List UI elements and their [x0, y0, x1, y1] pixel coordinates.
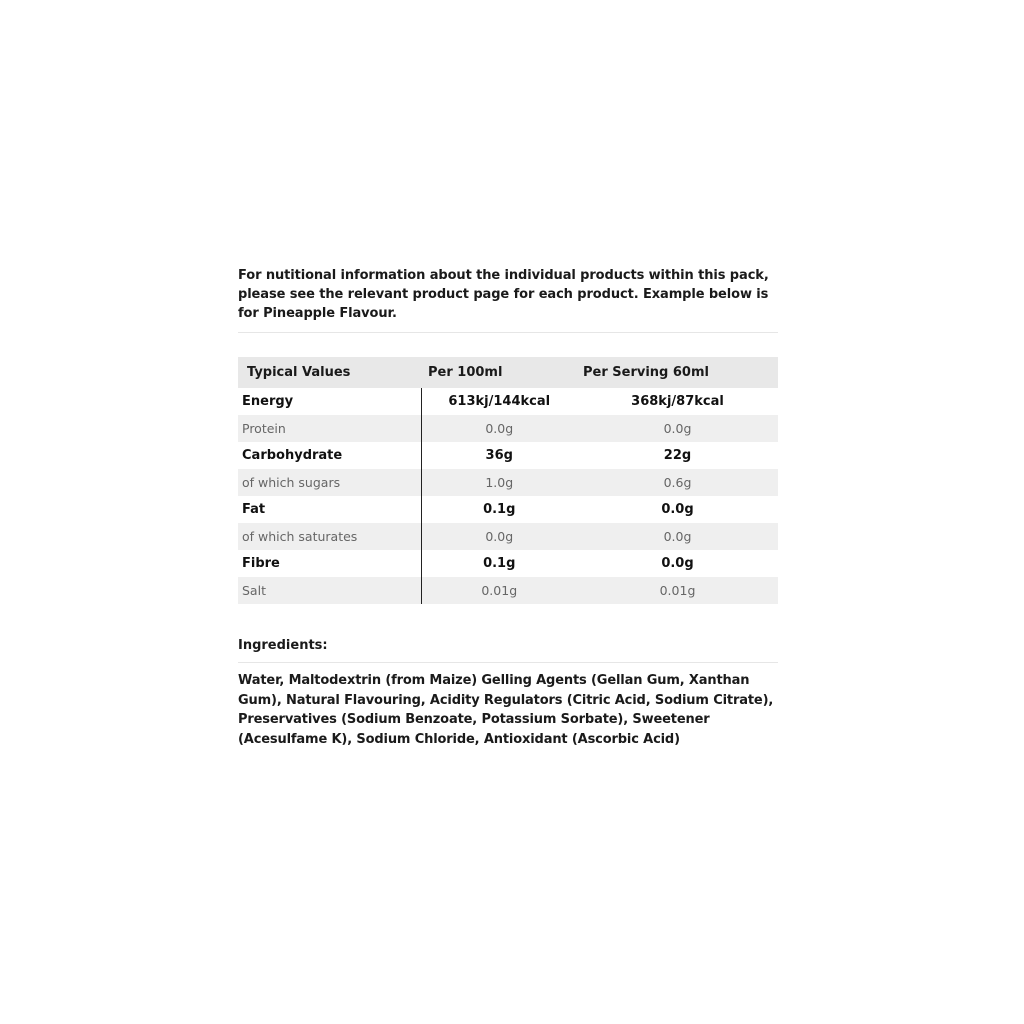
- row-value-per-serving: 22g: [577, 442, 778, 469]
- row-value-per-100ml: 36g: [421, 442, 577, 469]
- table-row-sugars: [238, 469, 778, 496]
- row-value-per-100ml: 0.01g: [421, 577, 577, 604]
- row-value-per-serving: 0.6g: [577, 469, 778, 496]
- row-value-per-100ml: 0.0g: [421, 415, 577, 442]
- ingredients-text: Water, Maltodextrin (from Maize) Gelling Agents (Gellan Gum, Xanthan Gum), Natural Flavouring, Acidity Regulators (Citric Acid, Sodium Citrate), Preservatives (Sodium Benzoate, Potassium Sorbate), Sweetener (Acesulfame K), Sodium Chloride, Antioxidant (Ascorbic Acid): [238, 673, 774, 747]
- table-row-carbohydrate: [238, 442, 778, 469]
- row-value-per-100ml: 0.1g: [421, 550, 577, 577]
- row-value-per-serving: 0.0g: [577, 415, 778, 442]
- row-value-per-100ml: 613kj/144kcal: [421, 388, 577, 415]
- row-value-per-serving: 0.0g: [577, 550, 778, 577]
- table-row-fibre: [238, 550, 778, 577]
- row-value-per-100ml: 1.0g: [421, 469, 577, 496]
- table-row-fat: [238, 496, 778, 523]
- row-label: Protein: [238, 415, 421, 442]
- row-value-per-100ml: 0.0g: [421, 523, 577, 550]
- row-label: of which saturates: [238, 523, 421, 550]
- nutrition-info-panel: [238, 266, 778, 749]
- row-label: Carbohydrate: [238, 442, 421, 469]
- header-typical-values: Typical Values: [238, 357, 421, 388]
- row-value-per-serving: 0.0g: [577, 496, 778, 523]
- row-label: of which sugars: [238, 469, 421, 496]
- row-value-per-serving: 0.01g: [577, 577, 778, 604]
- table-row-protein: [238, 415, 778, 442]
- row-label: Salt: [238, 577, 421, 604]
- header-per-100ml: Per 100ml: [421, 357, 577, 388]
- row-value-per-serving: 368kj/87kcal: [577, 388, 778, 415]
- nutrition-table-header-row: [238, 357, 778, 388]
- ingredients-heading: Ingredients:: [238, 638, 778, 663]
- table-row-salt: [238, 577, 778, 604]
- header-per-serving: Per Serving 60ml: [577, 357, 778, 388]
- row-label: Fibre: [238, 550, 421, 577]
- table-row-saturates: [238, 523, 778, 550]
- intro-text: For nutitional information about the individual products within this pack, please see the relevant product page for each product. Example below is for Pineapple Flavour.: [238, 266, 778, 333]
- row-label: Fat: [238, 496, 421, 523]
- table-row-energy: [238, 388, 778, 415]
- row-label: Energy: [238, 388, 421, 415]
- row-value-per-100ml: 0.1g: [421, 496, 577, 523]
- row-value-per-serving: 0.0g: [577, 523, 778, 550]
- nutrition-table: [238, 357, 778, 604]
